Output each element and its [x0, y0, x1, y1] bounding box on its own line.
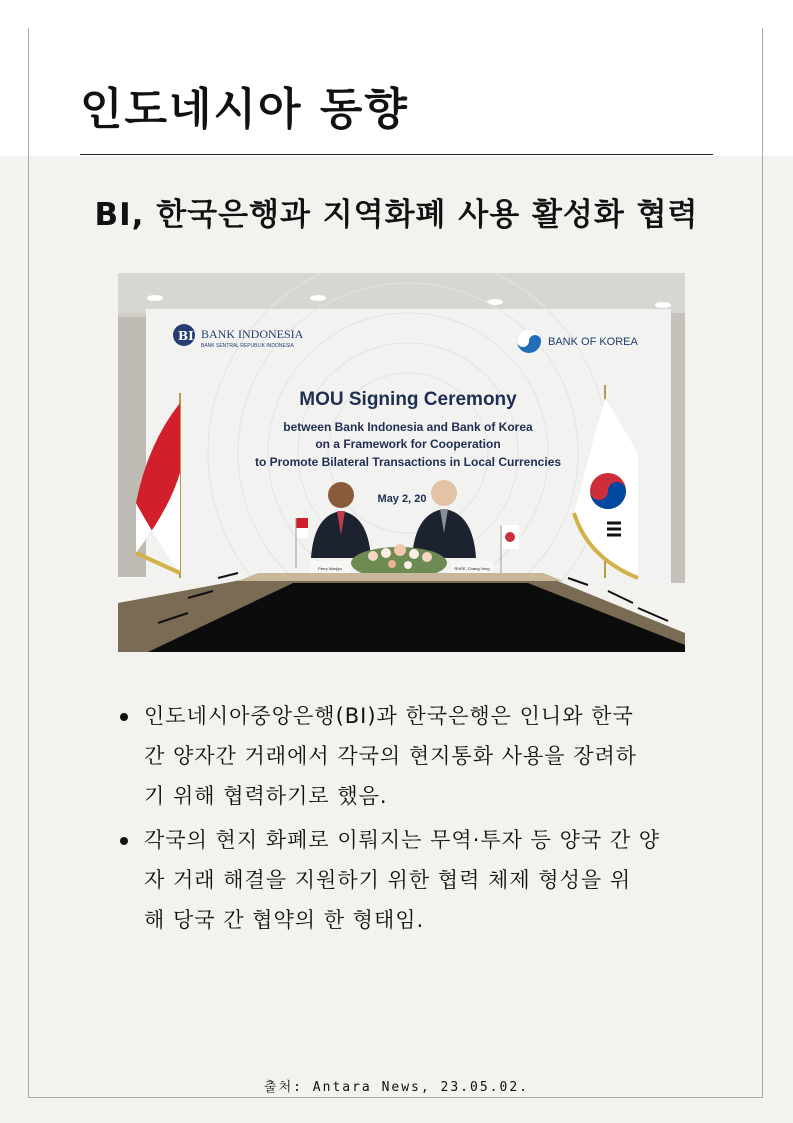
bullet-line: 기 위해 협력하기로 했음.	[144, 784, 388, 808]
banner-line-2: on a Framework for Cooperation	[315, 437, 501, 451]
banner-line-1: between Bank Indonesia and Bank of Korea	[283, 420, 533, 434]
bullet-line: 해 당국 간 협약의 한 형태임.	[144, 908, 425, 932]
bullet-marker	[120, 713, 128, 721]
nameplate-right: RHEE, Chang Yong	[454, 566, 490, 571]
bullet-line: 인도네시아중앙은행(BI)과 한국은행은 인니와 한국	[144, 704, 634, 728]
source-citation: 출처: Antara News, 23.05.02.	[264, 1080, 529, 1095]
title-divider	[80, 154, 713, 155]
page-title: 인도네시아 동향	[80, 84, 409, 135]
bullet-line: 간 양자간 거래에서 각국의 현지통화 사용을 장려하	[144, 744, 638, 768]
nameplate-left: Perry Warjiyo	[318, 566, 342, 571]
bi-logo-name: BANK INDONESIA	[201, 327, 304, 341]
banner-line-3: to Promote Bilateral Transactions in Local Currencies	[254, 455, 562, 469]
bullet-line: 각국의 현지 화폐로 이뤄지는 무역·투자 등 양국 간 양	[144, 828, 661, 852]
banner-date: May 2, 20	[377, 493, 427, 505]
bullet-line: 자 거래 해결을 지원하기 위한 협력 체제 형성을 위	[144, 868, 632, 892]
bullet-item	[114, 820, 714, 940]
bi-logo-subtitle: BANK SENTRAL REPUBLIK INDONESIA	[201, 343, 294, 349]
bullet-list	[114, 696, 714, 944]
bullet-marker	[120, 837, 128, 845]
svg-text:BI: BI	[178, 329, 194, 343]
mou-ceremony-photo	[118, 273, 685, 652]
banner-title: MOU Signing Ceremony	[299, 389, 517, 410]
bullet-item	[114, 696, 714, 816]
bok-logo-name: BANK OF KOREA	[548, 336, 638, 348]
article-headline: BI, 한국은행과 지역화폐 사용 활성화 협력	[94, 197, 699, 233]
